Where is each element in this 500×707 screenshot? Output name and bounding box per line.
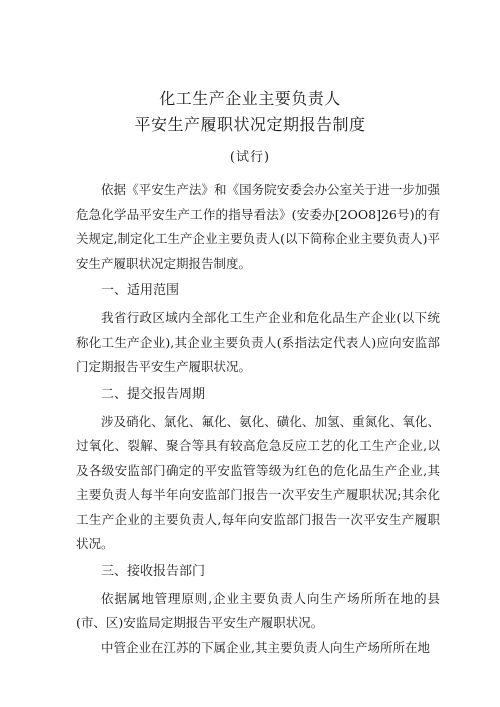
section-department-paragraph-2: 中管企业在江苏的下属企业,其主要负责人向生产场所所在地 — [101, 639, 430, 655]
section-heading-period: 二、提交报告周期 — [101, 386, 206, 402]
document-body — [76, 178, 440, 660]
document-title-line-2: 平安生产履职状况定期报告制度 — [134, 115, 366, 134]
section-scope-paragraph: 我省行政区域内全部化工生产企业和危化品生产企业(以下统称化工生产企业),其企业主要负责人(系指法定代表人)应向安监部门定期报告平安生产履职状况。 — [76, 310, 440, 374]
section-heading-scope: 一、适用范围 — [101, 283, 180, 298]
section-department-paragraph-1: 依据属地管理原则,企业主要负责人向生产场所所在地的县(市、区)安监局定期报告平安生产履职状况。 — [76, 590, 440, 630]
document-subtitle: (试行) — [229, 150, 271, 165]
title-block — [0, 86, 500, 168]
section-period-paragraph: 涉及硝化、氯化、氟化、氨化、磺化、加氢、重氮化、氧化、过氧化、裂解、聚合等具有较高危急反应工艺的化工生产企业,以及各级安监部门确定的平安监管等级为红色的危化品生产企业,其主要负责人每半年向安监部门报告一次平安生产履职状况;其余化工生产企业的主要负责人,每年向安监部门报告一次平安生产履职状况。 — [76, 413, 440, 551]
intro-paragraph: 依据《平安生产法》和《国务院安委会办公室关于进一步加强危急化学品平安生产工作的指导看法》(安委办[2OO8]26号)的有关规定,制定化工生产企业主要负责人(以下简称企业主要负责人)平安生产履职状况定期报告制度。 — [76, 182, 440, 271]
document-title-line-1: 化工生产企业主要负责人 — [159, 89, 341, 108]
section-heading-department: 三、接收报告部门 — [101, 563, 206, 579]
